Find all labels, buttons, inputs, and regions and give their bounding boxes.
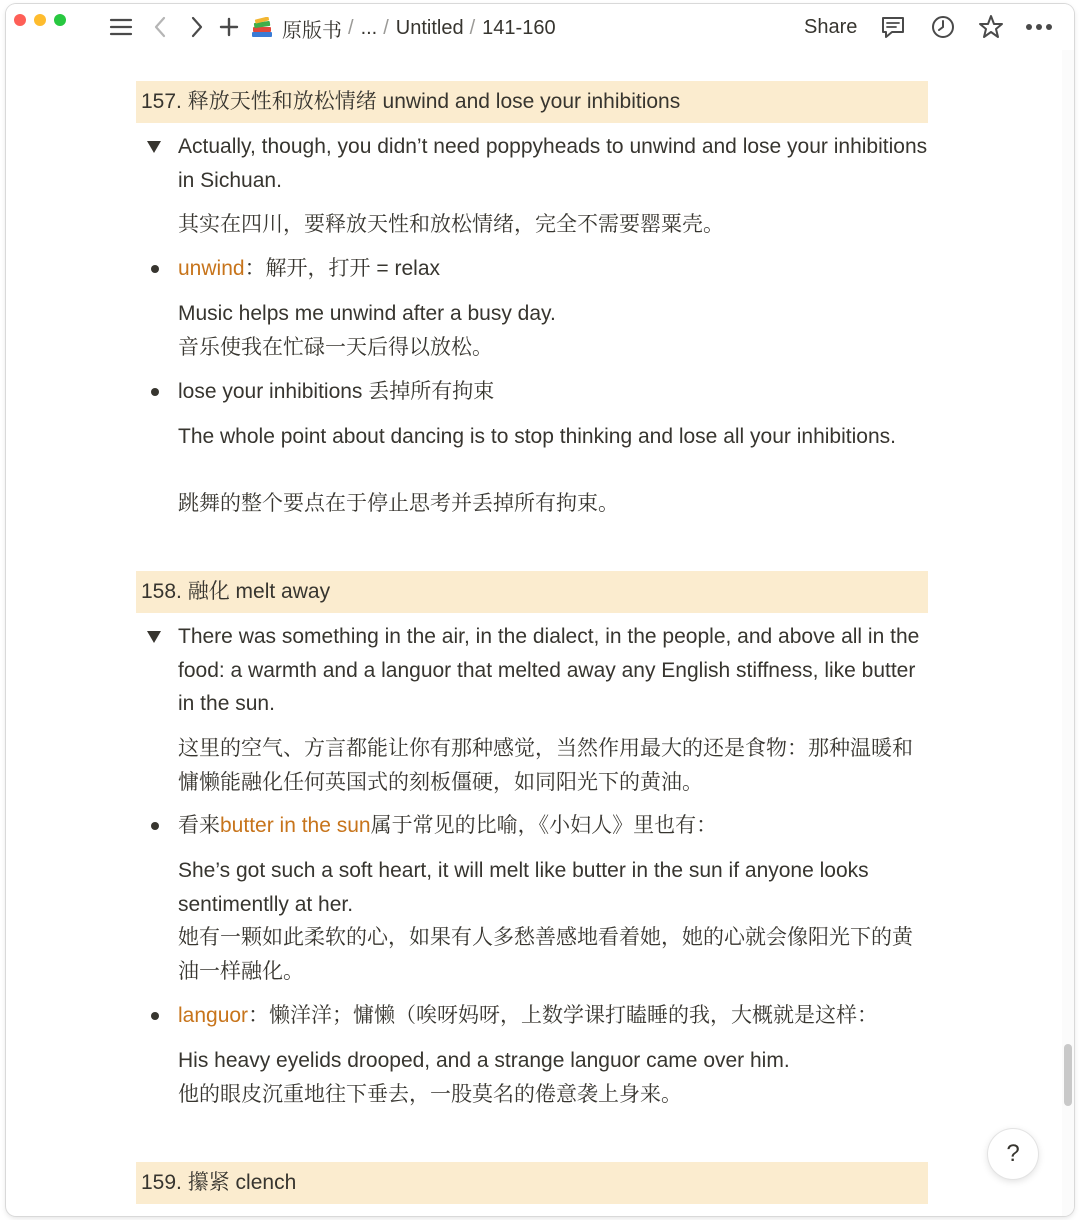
more-icon[interactable] xyxy=(1024,12,1054,42)
highlight-term: unwind xyxy=(178,257,245,280)
example-en: Music helps me unwind after a busy day. xyxy=(178,302,556,325)
example-en: His heavy eyelids drooped, and a strange languor came over him. xyxy=(178,1049,790,1072)
plus-icon[interactable] xyxy=(217,12,241,42)
scrollbar-thumb[interactable] xyxy=(1064,1044,1072,1106)
help-button[interactable]: ? xyxy=(988,1129,1038,1179)
toggle-sentence[interactable]: There was something in the air, in the dialect, in the people, and above all in the food: a warmth and a languor that melted away any English stiffness, like butter in the sun. xyxy=(178,625,920,715)
highlight-term: languor xyxy=(178,1004,249,1027)
breadcrumb-separator: / xyxy=(469,16,476,39)
zoom-window-button[interactable] xyxy=(54,14,66,26)
toggle-triangle-icon[interactable] xyxy=(146,140,162,154)
example-zh: 她有一颗如此柔软的心，如果有人多愁善感地看着她，她的心就会像阳光下的黄油一样融化。 xyxy=(178,926,913,983)
bullet-text: ：解开，打开 = relax xyxy=(244,257,441,280)
bullet-item xyxy=(178,252,930,286)
section-heading-159: 159. 攥紧 clench xyxy=(136,1162,928,1204)
breadcrumb-item-book[interactable]: 原版书 xyxy=(282,19,342,42)
example-zh: 跳舞的整个要点在于停止思考并丢掉所有拘束。 xyxy=(178,492,619,515)
bullet-text: ：懒洋洋；慵懒（唉呀妈呀，上数学课打瞌睡的我，大概就是这样： xyxy=(248,1004,879,1027)
breadcrumb-item-ellipsis[interactable]: ... xyxy=(360,16,378,39)
bullet-item xyxy=(178,999,930,1033)
example-zh: 音乐使我在忙碌一天后得以放松。 xyxy=(178,336,493,359)
clock-icon[interactable] xyxy=(928,12,958,42)
bullet-icon xyxy=(151,1012,159,1020)
share-button[interactable]: Share xyxy=(804,16,858,38)
sidebar-menu-icon[interactable] xyxy=(106,12,136,42)
top-bar xyxy=(6,4,1074,50)
close-window-button[interactable] xyxy=(14,14,26,26)
forward-chevron-icon[interactable] xyxy=(186,12,208,42)
breadcrumb-separator: / xyxy=(383,16,389,39)
toggle-sentence[interactable]: Actually, though, you didn’t need poppyheads to unwind and lose your inhibitions in Sichuan. xyxy=(178,135,928,192)
scrollbar-track[interactable] xyxy=(1062,50,1074,1216)
bullet-text: 属于常见的比喻，《小妇人》里也有： xyxy=(370,814,718,837)
bullet-item xyxy=(178,809,930,843)
bullet-icon xyxy=(151,822,159,830)
translation-text: 这里的空气、方言都能让你有那种感觉，当然作用最大的还是食物：那种温暖和慵懒能融化任何英国式的刻板僵硬，如同阳光下的黄油。 xyxy=(178,737,913,794)
breadcrumb-item-untitled[interactable]: Untitled xyxy=(395,16,464,39)
bullet-item: lose your inhibitions 丢掉所有拘束 xyxy=(178,380,495,403)
highlight-term: butter in the sun xyxy=(220,814,371,837)
example-en: She’s got such a soft heart, it will melt like butter in the sun if anyone looks sentimentlly at her. xyxy=(178,859,869,916)
breadcrumb xyxy=(250,14,556,42)
section-heading-157: 157. 释放天性和放松情绪 unwind and lose your inhibitions xyxy=(136,81,928,123)
app-window xyxy=(6,4,1074,1216)
example-zh: 他的眼皮沉重地往下垂去，一股莫名的倦意袭上身来。 xyxy=(178,1083,682,1106)
toggle-triangle-icon[interactable] xyxy=(146,630,162,644)
minimize-window-button[interactable] xyxy=(34,14,46,26)
breadcrumb-separator: / xyxy=(348,16,354,39)
bullet-text: 看来 xyxy=(178,814,220,837)
page-content xyxy=(6,50,1058,1216)
star-icon[interactable] xyxy=(976,12,1006,42)
section-heading-158: 158. 融化 melt away xyxy=(136,571,928,613)
example-en: The whole point about dancing is to stop thinking and lose all your inhibitions. xyxy=(178,425,896,448)
breadcrumb-item-current[interactable]: 141-160 xyxy=(482,16,556,39)
back-chevron-icon[interactable] xyxy=(149,12,171,42)
translation-text: 其实在四川，要释放天性和放松情绪，完全不需要罂粟壳。 xyxy=(178,213,724,236)
bullet-icon xyxy=(151,388,159,396)
bullet-icon xyxy=(151,265,159,273)
comment-icon[interactable] xyxy=(878,12,908,42)
books-icon xyxy=(250,17,274,39)
